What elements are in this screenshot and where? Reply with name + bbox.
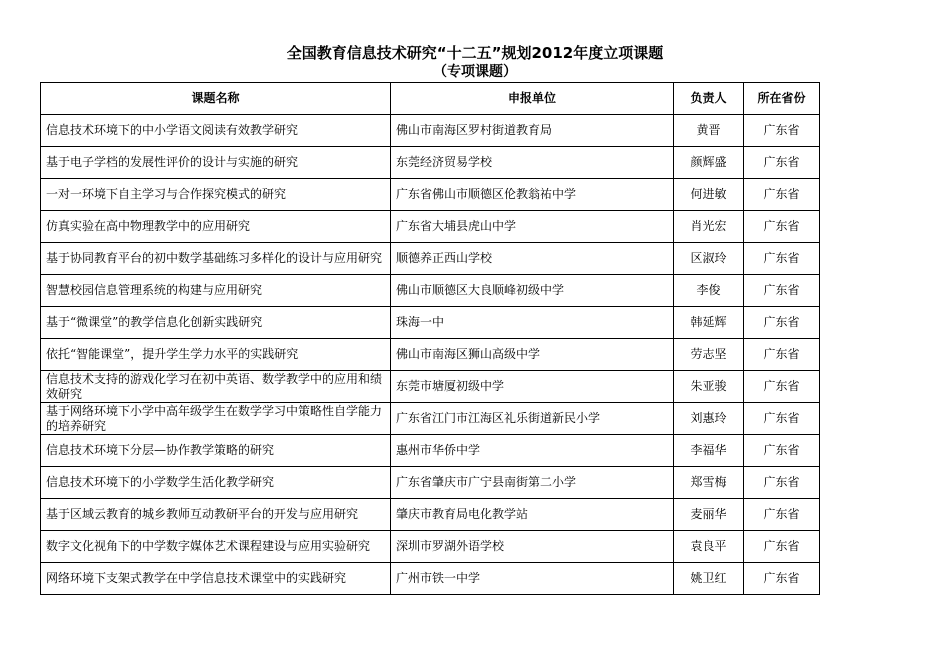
table-row <box>41 243 820 275</box>
table-row <box>41 499 820 531</box>
leader-cell: 黄晋 <box>674 115 744 147</box>
project-name-cell: 信息技术环境下分层—协作教学策略的研究 <box>41 435 391 467</box>
leader-cell: 郑雪梅 <box>674 467 744 499</box>
table-row <box>41 147 820 179</box>
applicant-unit-cell: 广东省江门市江海区礼乐街道新民小学 <box>391 403 674 435</box>
leader-cell: 劳志坚 <box>674 339 744 371</box>
project-name-cell: 信息技术支持的游戏化学习在初中英语、数学教学中的应用和绩效研究 <box>41 371 391 403</box>
project-name-cell: 基于区域云教育的城乡教师互动教研平台的开发与应用研究 <box>41 499 391 531</box>
table-row <box>41 563 820 595</box>
leader-cell: 袁良平 <box>674 531 744 563</box>
table-row <box>41 115 820 147</box>
project-name-cell: 仿真实验在高中物理教学中的应用研究 <box>41 211 391 243</box>
province-cell: 广东省 <box>744 307 820 339</box>
document-title: 全国教育信息技术研究“十二五”规划2012年度立项课题 <box>286 44 664 62</box>
applicant-unit-cell: 东莞经济贸易学校 <box>391 147 674 179</box>
table-row <box>41 339 820 371</box>
leader-cell: 颜辉盛 <box>674 147 744 179</box>
applicant-unit-cell: 广东省大埔县虎山中学 <box>391 211 674 243</box>
province-cell: 广东省 <box>744 275 820 307</box>
header-leader: 负责人 <box>674 83 744 115</box>
province-cell: 广东省 <box>744 531 820 563</box>
applicant-unit-cell: 广东省肇庆市广宁县南街第二小学 <box>391 467 674 499</box>
leader-cell: 姚卫红 <box>674 563 744 595</box>
table-header-row <box>41 83 820 115</box>
leader-cell: 区淑玲 <box>674 243 744 275</box>
table-row <box>41 275 820 307</box>
header-province: 所在省份 <box>744 83 820 115</box>
applicant-unit-cell: 东莞市塘厦初级中学 <box>391 371 674 403</box>
project-name-cell: 智慧校园信息管理系统的构建与应用研究 <box>41 275 391 307</box>
project-name-cell: 基于网络环境下小学中高年级学生在数学学习中策略性自学能力的培养研究 <box>41 403 391 435</box>
province-cell: 广东省 <box>744 435 820 467</box>
project-name-cell: 基于协同教育平台的初中数学基础练习多样化的设计与应用研究 <box>41 243 391 275</box>
applicant-unit-cell: 肇庆市教育局电化教学站 <box>391 499 674 531</box>
leader-cell: 麦丽华 <box>674 499 744 531</box>
province-cell: 广东省 <box>744 403 820 435</box>
applicant-unit-cell: 佛山市南海区罗村街道教育局 <box>391 115 674 147</box>
table-row <box>41 179 820 211</box>
province-cell: 广东省 <box>744 371 820 403</box>
applicant-unit-cell: 佛山市南海区狮山高级中学 <box>391 339 674 371</box>
province-cell: 广东省 <box>744 243 820 275</box>
leader-cell: 李福华 <box>674 435 744 467</box>
project-name-cell: 数字文化视角下的中学数字媒体艺术课程建设与应用实验研究 <box>41 531 391 563</box>
applicant-unit-cell: 深圳市罗湖外语学校 <box>391 531 674 563</box>
table-row <box>41 435 820 467</box>
table-row <box>41 371 820 403</box>
applicant-unit-cell: 珠海一中 <box>391 307 674 339</box>
project-name-cell: 基于电子学档的发展性评价的设计与实施的研究 <box>41 147 391 179</box>
leader-cell: 韩延辉 <box>674 307 744 339</box>
leader-cell: 肖光宏 <box>674 211 744 243</box>
project-name-cell: 信息技术环境下的小学数学生活化教学研究 <box>41 467 391 499</box>
project-name-cell: 网络环境下支架式教学在中学信息技术课堂中的实践研究 <box>41 563 391 595</box>
project-name-cell: 基于“微课堂”的教学信息化创新实践研究 <box>41 307 391 339</box>
province-cell: 广东省 <box>744 179 820 211</box>
header-project-name: 课题名称 <box>41 83 391 115</box>
leader-cell: 何进敏 <box>674 179 744 211</box>
applicant-unit-cell: 惠州市华侨中学 <box>391 435 674 467</box>
province-cell: 广东省 <box>744 211 820 243</box>
document-subtitle: （专项课题） <box>433 64 517 80</box>
leader-cell: 李俊 <box>674 275 744 307</box>
province-cell: 广东省 <box>744 147 820 179</box>
province-cell: 广东省 <box>744 499 820 531</box>
table-row <box>41 211 820 243</box>
applicant-unit-cell: 顺德养正西山学校 <box>391 243 674 275</box>
table-row <box>41 403 820 435</box>
table-row <box>41 467 820 499</box>
applicant-unit-cell: 佛山市顺德区大良顺峰初级中学 <box>391 275 674 307</box>
province-cell: 广东省 <box>744 563 820 595</box>
table-row <box>41 531 820 563</box>
province-cell: 广东省 <box>744 467 820 499</box>
leader-cell: 朱亚骏 <box>674 371 744 403</box>
applicant-unit-cell: 广东省佛山市顺德区伦教翁祐中学 <box>391 179 674 211</box>
project-name-cell: 一对一环境下自主学习与合作探究模式的研究 <box>41 179 391 211</box>
table-row <box>41 307 820 339</box>
project-table <box>40 82 820 595</box>
header-applicant-unit: 申报单位 <box>391 83 674 115</box>
applicant-unit-cell: 广州市铁一中学 <box>391 563 674 595</box>
project-name-cell: 依托“智能课堂”，提升学生学力水平的实践研究 <box>41 339 391 371</box>
leader-cell: 刘惠玲 <box>674 403 744 435</box>
project-name-cell: 信息技术环境下的中小学语文阅读有效教学研究 <box>41 115 391 147</box>
province-cell: 广东省 <box>744 339 820 371</box>
province-cell: 广东省 <box>744 115 820 147</box>
